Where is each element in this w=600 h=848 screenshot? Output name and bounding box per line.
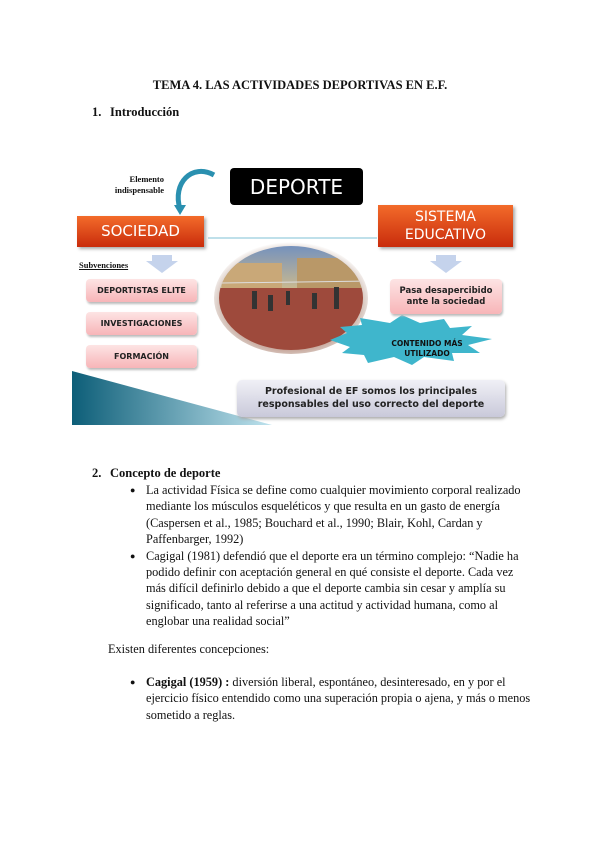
bullet-text-line: mediante los músculos esqueléticos y que resulta en un gasto de energía	[146, 499, 500, 514]
bottom-box-line: responsables del uso correcto del deporte	[257, 399, 485, 410]
section-1-heading: Introducción	[110, 105, 180, 119]
bullet-text-line: Paffenbarger, 1992)	[146, 532, 244, 547]
sociedad-box: SOCIEDAD	[77, 216, 204, 247]
section-2-heading: Concepto de deporte	[110, 466, 221, 480]
right-box-line: ante la sociedad	[406, 296, 486, 307]
concepcion-author: Cagigal (1959) :	[146, 675, 230, 689]
elemento-label: indispensable	[114, 185, 164, 195]
investigaciones-box: INVESTIGACIONES	[86, 312, 197, 335]
sistema-label: EDUCATIVO	[404, 227, 487, 243]
curved-arrow-icon	[178, 171, 214, 209]
concepcion-item	[130, 674, 530, 723]
bullet-text-line: más difícil definirlo debido a que el deporte cambia sin cesar y amplía su	[146, 581, 506, 596]
bullet-text-line: (Caspersen et al., 1985; Bouchard et al., 1990; Blair, Kohl, Cardan y	[146, 515, 483, 530]
bullet-text-line: La actividad Física se define como cualquier movimiento corporal realizado	[146, 483, 521, 497]
deportistas-elite-box: DEPORTISTAS ELITE	[86, 279, 197, 302]
bullet-icon: ●	[130, 550, 136, 561]
bullet-item	[130, 482, 521, 548]
bullet-list	[130, 482, 521, 630]
section-1-number: 1.	[92, 105, 102, 119]
document-title: TEMA 4. LAS ACTIVIDADES DEPORTIVAS EN E.F.	[152, 78, 448, 92]
bottom-box-line: Profesional de EF somos los principales	[264, 386, 478, 397]
bullet-text-line: podido definir con aceptación general en qué consiste el deporte. Cada vez	[146, 565, 514, 580]
bullet-text-line: englobar una realidad social”	[146, 614, 290, 629]
bullet-icon: ●	[130, 677, 136, 687]
introduction-diagram	[72, 163, 532, 425]
right-box-line: Pasa desapercibido	[399, 285, 493, 296]
sistema-label: SISTEMA	[415, 209, 476, 225]
concepcion-text: diversión liberal, espontáneo, desinteresado, en y por el	[229, 675, 506, 689]
down-arrow-icon	[146, 255, 178, 273]
bullet-icon: ●	[130, 485, 136, 495]
formacion-box: FORMACIÓN	[86, 345, 197, 368]
bullet-text-line: Cagigal (1981) defendió que el deporte era un término complejo: “Nadie ha	[146, 548, 519, 563]
star-line: UTILIZADO	[404, 349, 450, 358]
subvenciones-label: Subvenciones	[79, 260, 129, 270]
concepcion-text: sometido a reglas.	[146, 707, 236, 722]
section-2-number: 2.	[92, 466, 102, 480]
bullet-item	[130, 548, 521, 630]
bullet-text-line: significado, tanto al referirse a una actitud y actividad humana, como al	[146, 597, 499, 612]
down-arrow-icon	[430, 255, 462, 273]
existen-text: Existen diferentes concepciones:	[108, 642, 270, 656]
star-line: CONTENIDO MÁS	[391, 339, 463, 348]
concepcion-text: ejercicio físico entendido como una superación propia o ajena, y más o menos	[146, 691, 531, 706]
elemento-label: Elemento	[129, 174, 164, 184]
deporte-box: DEPORTE	[230, 168, 363, 205]
